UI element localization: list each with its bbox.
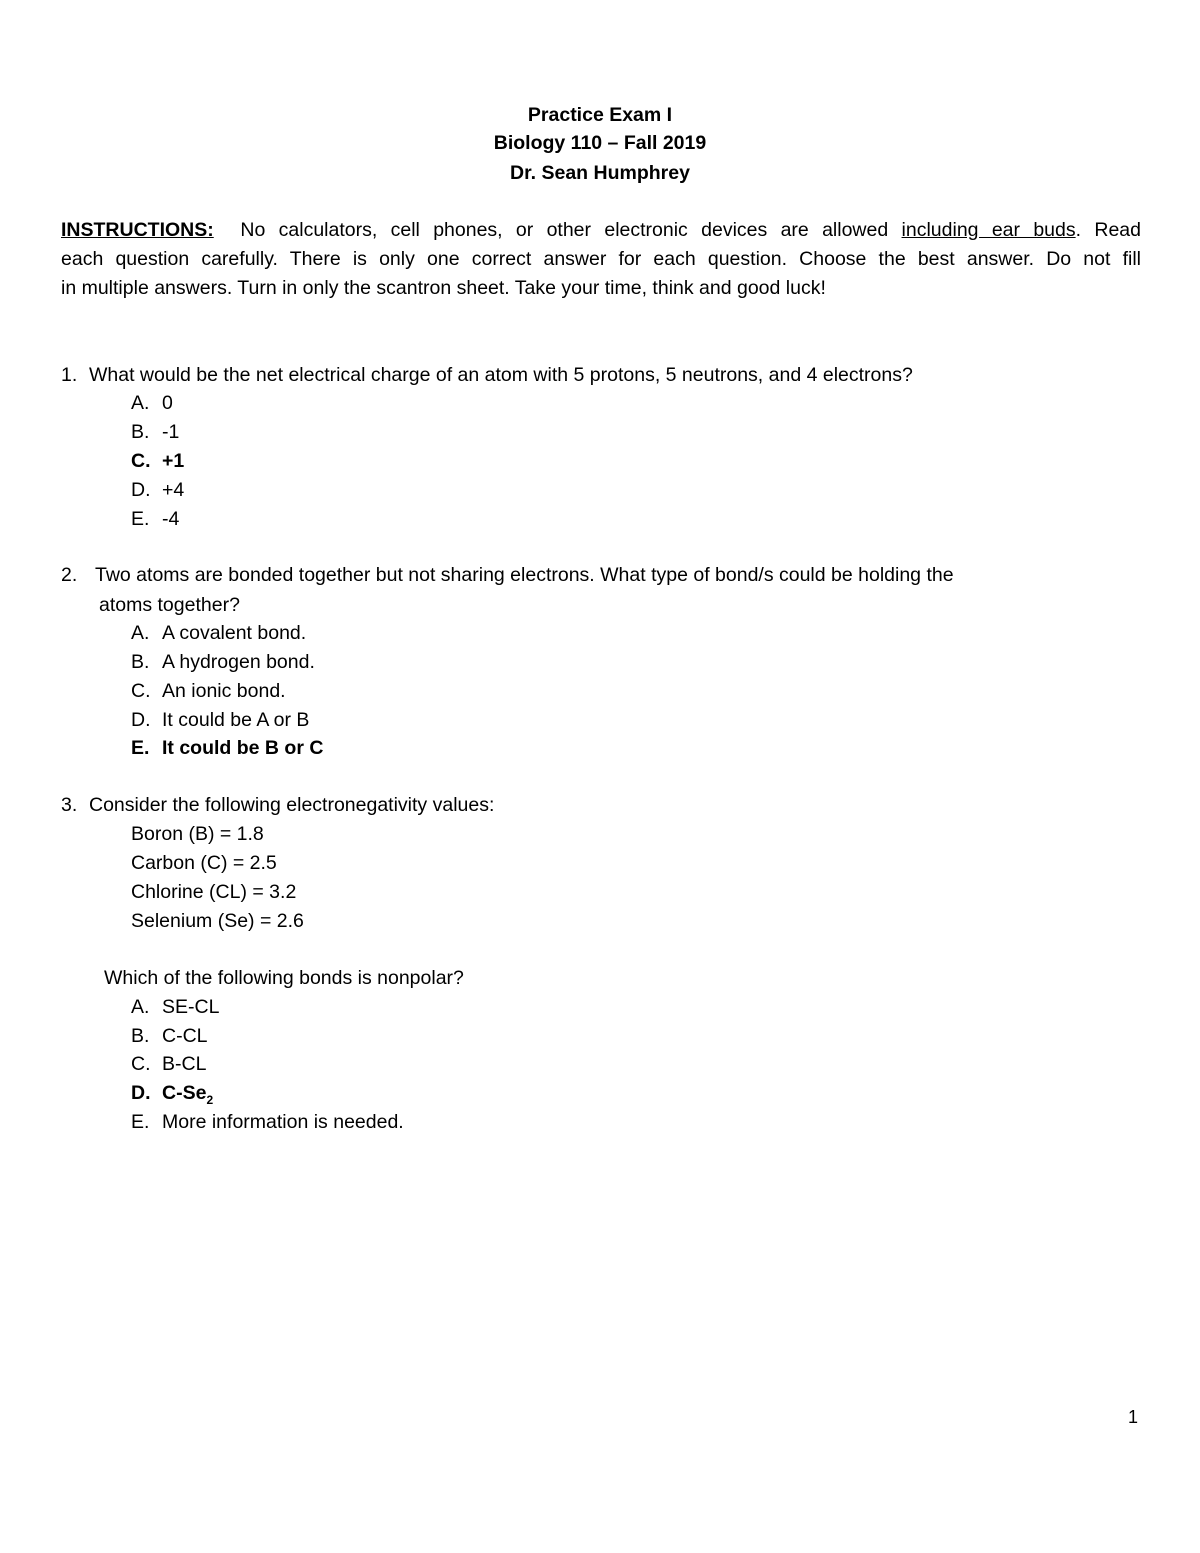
question-stem — [61, 793, 494, 817]
option-letter: B. — [131, 651, 150, 673]
electronegativity-value: Selenium (Se) = 2.6 — [131, 910, 304, 932]
option-e — [131, 1110, 404, 1134]
option-letter: E. — [131, 1111, 150, 1133]
option-letter: C. — [131, 1053, 151, 1075]
option-d-correct — [131, 1081, 213, 1112]
instructor-name: Dr. Sean Humphrey — [510, 162, 690, 184]
exam-title: Practice Exam I — [527, 104, 673, 126]
option-text: +1 — [162, 450, 185, 472]
question-stem — [61, 363, 913, 387]
instructions-line-2: each question carefully. There is only one correct answer for each question. Choose the best answer. Do not fill — [61, 248, 1141, 270]
instructions-line-3: in multiple answers. Turn in only the scantron sheet. Take your time, think and good luck! — [61, 277, 826, 299]
option-b — [131, 650, 315, 674]
option-text: An ionic bond. — [162, 680, 286, 702]
option-text: A hydrogen bond. — [162, 651, 315, 673]
option-b — [131, 420, 179, 444]
option-text: It could be B or C — [162, 737, 324, 759]
option-text: 0 — [162, 392, 173, 414]
option-letter: A. — [131, 996, 150, 1018]
option-text: -4 — [162, 508, 180, 530]
option-letter: A. — [131, 622, 150, 644]
option-text: SE-CL — [162, 996, 220, 1018]
option-text: More information is needed. — [162, 1111, 404, 1133]
option-text: A covalent bond. — [162, 622, 307, 644]
option-letter: D. — [131, 709, 151, 731]
option-letter: D. — [131, 479, 151, 501]
question-stem — [61, 563, 954, 587]
option-text: +4 — [162, 479, 185, 501]
option-text: It could be A or B — [162, 709, 310, 731]
option-letter: C. — [131, 450, 151, 472]
option-text: C-CL — [162, 1025, 208, 1047]
option-a — [131, 391, 173, 415]
option-a — [131, 995, 219, 1019]
page-number: 1 — [1128, 1407, 1139, 1427]
question-text: Consider the following electronegativity values: — [89, 794, 495, 816]
option-text: C-Se — [162, 1082, 207, 1104]
question-text: What would be the net electrical charge of an atom with 5 protons, 5 neutrons, and 4 electrons? — [89, 364, 913, 386]
option-e-correct — [131, 736, 323, 760]
option-a — [131, 621, 306, 645]
option-letter: E. — [131, 737, 150, 759]
option-c-correct — [131, 449, 184, 473]
question-number: 3. — [61, 794, 78, 816]
subquestion-text: Which of the following bonds is nonpolar? — [104, 967, 464, 989]
option-letter: A. — [131, 392, 150, 414]
option-b — [131, 1024, 208, 1048]
option-letter: D. — [131, 1082, 151, 1104]
question-number: 1. — [61, 364, 78, 386]
option-letter: E. — [131, 508, 150, 530]
instructions-text: No calculators, cell phones, or other electronic devices are allowed — [240, 219, 889, 241]
instructions-text: . Read — [1075, 219, 1141, 241]
option-e — [131, 507, 179, 531]
emphasis-text: including ear buds — [901, 219, 1076, 241]
electronegativity-value: Chlorine (CL) = 3.2 — [131, 881, 297, 903]
option-letter: B. — [131, 1025, 150, 1047]
option-text: -1 — [162, 421, 180, 443]
electronegativity-value: Carbon (C) = 2.5 — [131, 852, 277, 874]
option-d — [131, 478, 184, 502]
option-letter: B. — [131, 421, 150, 443]
option-c — [131, 679, 286, 703]
question-text: Two atoms are bonded together but not sharing electrons. What type of bond/s could be holding the — [95, 564, 954, 586]
option-text: B-CL — [162, 1053, 207, 1075]
question-number: 2. — [61, 564, 78, 586]
question-text-continued: atoms together? — [99, 594, 240, 616]
subscript: 2 — [206, 1092, 214, 1107]
course-name: Biology 110 – Fall 2019 — [493, 132, 707, 154]
option-c — [131, 1052, 206, 1076]
electronegativity-value: Boron (B) = 1.8 — [131, 823, 264, 845]
option-d — [131, 708, 309, 732]
instructions-line-1 — [61, 218, 1141, 242]
instructions-label: INSTRUCTIONS: — [61, 219, 214, 241]
option-letter: C. — [131, 680, 151, 702]
